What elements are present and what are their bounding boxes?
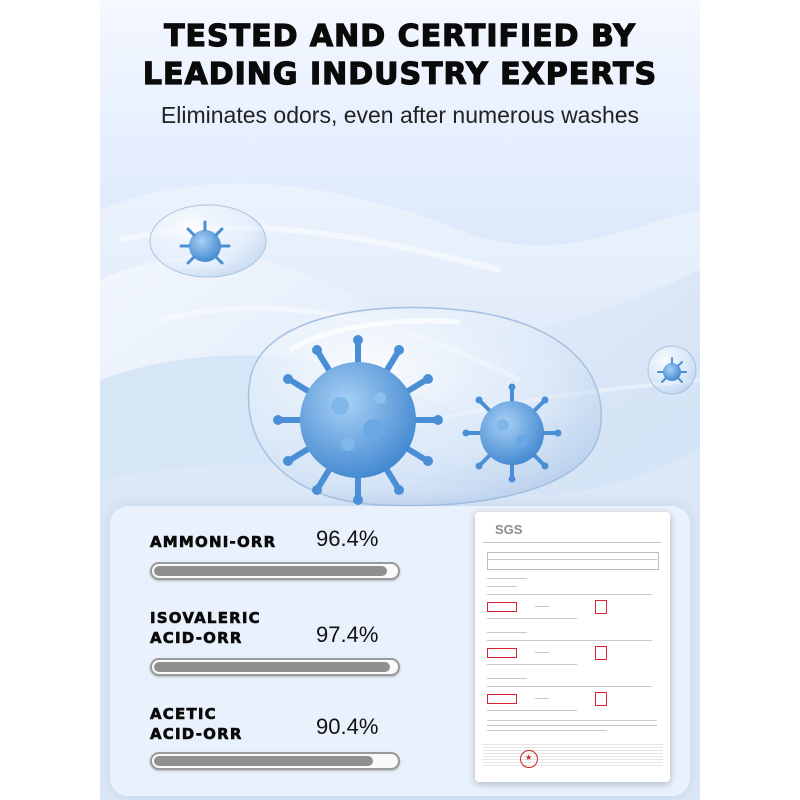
stat-label: ACETIC ACID-ORR bbox=[150, 705, 243, 743]
progress-bar bbox=[150, 562, 400, 580]
progress-bar bbox=[150, 658, 400, 676]
stamp-seal-icon: ★ bbox=[520, 750, 538, 768]
progress-bar-fill bbox=[154, 566, 387, 576]
certificate-document-icon bbox=[475, 512, 670, 782]
stat-isovaleric-acid bbox=[150, 606, 400, 676]
title-line-2: LEADING INDUSTRY EXPERTS bbox=[142, 57, 658, 92]
progress-bar-fill bbox=[154, 756, 373, 766]
subtitle: Eliminates odors, even after numerous washes bbox=[160, 102, 640, 128]
stat-value: 96.4% bbox=[316, 526, 379, 551]
sgs-logo: SGS bbox=[495, 522, 523, 537]
stat-acetic-acid bbox=[150, 702, 400, 772]
progress-bar-fill bbox=[154, 662, 390, 672]
progress-bar bbox=[150, 752, 400, 770]
virus-medium bbox=[463, 384, 562, 483]
stat-label: ISOVALERIC ACID-ORR bbox=[150, 609, 261, 647]
stat-ammonia bbox=[150, 526, 400, 582]
stat-label: AMMONI-ORR bbox=[150, 533, 277, 551]
promo-panel bbox=[100, 0, 700, 800]
stat-value: 90.4% bbox=[316, 714, 379, 739]
stat-value: 97.4% bbox=[316, 622, 379, 647]
title-line-1: TESTED AND CERTIFIED BY bbox=[164, 19, 636, 54]
